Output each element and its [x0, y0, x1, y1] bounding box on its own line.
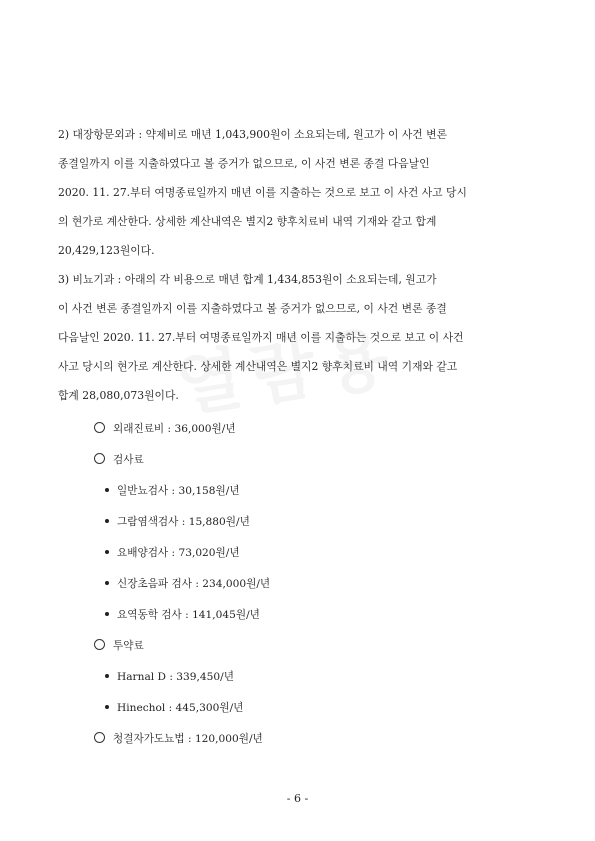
paragraph-line: 다음날인 2020. 11. 27.부터 여명종료일까지 매년 이를 지출하는 것으로 보고 이 사건 — [58, 331, 464, 344]
paragraph-line: 종결일까지 이를 지출하였다고 볼 증거가 없으므로, 이 사건 변론 종결 다음날인 — [58, 157, 430, 170]
circle-bullet-icon — [94, 453, 105, 464]
paragraph-line: 의 현가로 계산한다. 상세한 계산내역은 별지2 향후치료비 내역 기재와 같고 합계 — [58, 215, 437, 228]
dot-bullet-icon — [105, 581, 109, 585]
paragraph-urology — [58, 265, 538, 410]
list-item-text: Harnal D : 339,450/년 — [117, 671, 234, 683]
dot-bullet-icon — [105, 488, 109, 492]
list-item — [94, 452, 144, 467]
paragraph-line: 합계 28,080,073원이다. — [58, 389, 179, 402]
list-item-text: 요역동학 검사 : 141,045원/년 — [117, 609, 260, 621]
list-item — [105, 700, 243, 715]
paragraph-line: 사고 당시의 현가로 계산한다. 상세한 계산내역은 별지2 향후치료비 내역 기재와 같고 — [58, 360, 458, 373]
dot-bullet-icon — [105, 612, 109, 616]
list-item — [105, 576, 270, 591]
circle-bullet-icon — [94, 639, 105, 650]
list-item-text: 외래진료비 : 36,000원/년 — [113, 423, 236, 435]
list-item-text: 요배양검사 : 73,020원/년 — [117, 547, 240, 559]
paragraph-line: 3) 비뇨기과 : 아래의 각 비용으로 매년 합계 1,434,853원이 소요되는데, 원고가 — [58, 273, 437, 286]
paragraph-line: 20,429,123원이다. — [58, 244, 155, 257]
list-item-text: 그람염색검사 : 15,880원/년 — [117, 516, 250, 528]
list-item — [105, 545, 240, 560]
dot-bullet-icon — [105, 519, 109, 523]
list-item-text: 일반뇨검사 : 30,158원/년 — [117, 485, 240, 497]
list-item — [105, 669, 234, 684]
list-item — [105, 483, 240, 498]
dot-bullet-icon — [105, 550, 109, 554]
list-item — [105, 514, 250, 529]
list-item-text: 신장초음파 검사 : 234,000원/년 — [117, 578, 271, 590]
list-item-text: 청결자가도뇨법 : 120,000원/년 — [113, 733, 263, 745]
list-item-text: Hinechol : 445,300원/년 — [117, 702, 244, 714]
list-item — [105, 607, 260, 622]
list-item — [94, 731, 263, 746]
paragraph-colorectal — [58, 120, 538, 265]
list-item — [94, 421, 236, 436]
page-number: - 6 - — [286, 792, 309, 805]
list-item-text: 투약료 — [113, 640, 144, 652]
paragraph-line: 이 사건 변론 종결일까지 이를 지출하였다고 볼 증거가 없으므로, 이 사건 변론 종결 — [58, 302, 447, 315]
list-item — [94, 638, 144, 653]
list-item-text: 검사료 — [113, 454, 144, 466]
dot-bullet-icon — [105, 674, 109, 678]
paragraph-line: 2) 대장항문외과 : 약제비로 매년 1,043,900원이 소요되는데, 원고가 이 사건 변론 — [58, 128, 448, 141]
paragraph-line: 2020. 11. 27.부터 여명종료일까지 매년 이를 지출하는 것으로 보고 이 사건 사고 당시 — [58, 186, 467, 199]
dot-bullet-icon — [105, 705, 109, 709]
circle-bullet-icon — [94, 422, 105, 433]
circle-bullet-icon — [94, 732, 105, 743]
